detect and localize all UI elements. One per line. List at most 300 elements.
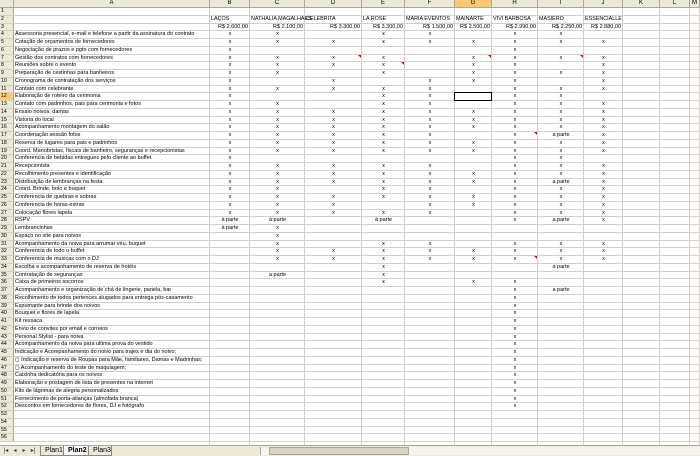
column-header-l[interactable]: L	[660, 0, 690, 8]
service-mark-cell[interactable]: x	[602, 256, 605, 262]
service-mark-cell[interactable]: a parte	[552, 287, 570, 293]
service-mark-cell[interactable]: à parte	[268, 217, 287, 224]
service-label-cell[interactable]: Conferencia de quebras e sobras	[15, 194, 97, 200]
row-header-55[interactable]: 55	[0, 427, 14, 435]
service-mark-cell[interactable]: x	[428, 108, 432, 115]
service-mark-cell[interactable]: x	[276, 101, 279, 107]
service-mark-cell[interactable]: x	[228, 77, 232, 84]
vendor-price-cell[interactable]: R$ 2.990,00	[506, 23, 536, 30]
service-mark-cell[interactable]: à parte	[221, 217, 239, 224]
service-mark-cell[interactable]: à parte	[374, 217, 393, 224]
service-mark-cell[interactable]: x	[276, 54, 279, 61]
service-label-cell[interactable]: Reserva de lugares para pais e padrinhos	[15, 139, 118, 146]
service-mark-cell[interactable]: x	[559, 248, 563, 255]
service-mark-cell[interactable]: x	[559, 209, 563, 216]
service-mark-cell[interactable]: x	[513, 217, 517, 224]
row-header-4[interactable]: 4	[0, 31, 14, 39]
row-header-56[interactable]: 56	[0, 434, 14, 442]
row-header-18[interactable]: 18	[0, 140, 14, 148]
service-mark-cell[interactable]: x	[428, 101, 432, 107]
prev-sheet-icon[interactable]: ◂	[13, 448, 17, 454]
service-mark-cell[interactable]: x	[228, 46, 232, 53]
service-mark-cell[interactable]: x	[382, 271, 385, 278]
service-label-cell[interactable]: Assessoria presencial, e-mail e telefone a partir da assinatura do contrato	[15, 31, 195, 38]
service-mark-cell[interactable]: x	[276, 194, 279, 200]
service-label-cell[interactable]: Caixinha dedicatória para os noivos	[15, 372, 103, 379]
service-mark-cell[interactable]: x	[513, 93, 517, 100]
service-label-cell[interactable]: Coord. Manobristas, fiscais de banheiro, seguranças e recepcionistas	[15, 147, 185, 154]
service-mark-cell[interactable]: x	[276, 209, 279, 216]
service-mark-cell[interactable]: x	[428, 240, 432, 247]
service-label-cell[interactable]: ◻ Indicação e reserva de Roupas para Mãe, familiares, Damas e Madrinhas;	[15, 356, 203, 363]
service-label-cell[interactable]: Envio de convites por email e correios	[15, 325, 108, 332]
service-mark-cell[interactable]: x	[428, 132, 432, 138]
scrollbar-thumb[interactable]	[269, 447, 409, 455]
service-mark-cell[interactable]: x	[332, 201, 335, 208]
row-header-29[interactable]: 29	[0, 225, 14, 233]
service-mark-cell[interactable]: x	[559, 139, 563, 146]
first-sheet-icon[interactable]: |◂	[3, 448, 9, 454]
service-mark-cell[interactable]: x	[602, 240, 605, 247]
service-mark-cell[interactable]: x	[513, 46, 517, 53]
service-mark-cell[interactable]: x	[228, 139, 232, 146]
service-mark-cell[interactable]: x	[602, 248, 605, 255]
service-label-cell[interactable]: Recolhimento de todos pertences alugados para entrega pós-casamento	[15, 294, 193, 301]
service-mark-cell[interactable]: x	[513, 31, 517, 38]
vendor-price-cell[interactable]: R$ 2.100,00	[273, 23, 303, 30]
service-mark-cell[interactable]: x	[472, 147, 475, 154]
service-mark-cell[interactable]: x	[513, 124, 517, 131]
comment-indicator-icon[interactable]	[358, 55, 361, 58]
service-mark-cell[interactable]: x	[513, 395, 517, 402]
column-header-e[interactable]: E	[362, 0, 405, 8]
service-mark-cell[interactable]: x	[332, 178, 335, 185]
row-header-40[interactable]: 40	[0, 310, 14, 318]
vendor-price-cell[interactable]: R$ 2.250,00	[552, 23, 582, 30]
service-mark-cell[interactable]: x	[602, 101, 605, 107]
service-label-cell[interactable]: Personal Stylist - para noiva	[15, 333, 84, 340]
service-label-cell[interactable]: Caixa de primeiros socorros	[15, 279, 84, 286]
select-all-corner[interactable]	[0, 0, 14, 8]
service-mark-cell[interactable]: x	[228, 186, 232, 193]
service-mark-cell[interactable]: x	[559, 194, 563, 200]
service-mark-cell[interactable]: x	[513, 209, 517, 216]
row-header-49[interactable]: 49	[0, 380, 14, 388]
service-mark-cell[interactable]: x	[513, 132, 517, 138]
row-header-25[interactable]: 25	[0, 194, 14, 202]
service-mark-cell[interactable]: x	[513, 310, 517, 317]
service-mark-cell[interactable]: x	[382, 70, 385, 76]
vendor-name-cell[interactable]: VIVI BARBOSA	[493, 15, 531, 22]
row-header-35[interactable]: 35	[0, 272, 14, 280]
row-header-5[interactable]: 5	[0, 39, 14, 47]
column-header-d[interactable]: D	[305, 0, 362, 8]
vendor-name-cell[interactable]: LAÇOS	[211, 15, 230, 22]
service-mark-cell[interactable]: x	[228, 31, 232, 38]
service-mark-cell[interactable]: x	[472, 124, 475, 131]
row-header-51[interactable]: 51	[0, 396, 14, 404]
service-label-cell[interactable]: Fornecimento de porta-alianças (almofada branca)	[15, 395, 139, 402]
service-label-cell[interactable]: Recolhimento presentes e identificação	[15, 170, 112, 177]
service-mark-cell[interactable]: x	[602, 209, 605, 216]
row-header-44[interactable]: 44	[0, 341, 14, 349]
service-mark-cell[interactable]: x	[228, 62, 232, 69]
row-header-48[interactable]: 48	[0, 372, 14, 380]
service-label-cell[interactable]: Espaço no site para noivos	[15, 232, 82, 239]
service-mark-cell[interactable]: x	[382, 54, 385, 61]
service-mark-cell[interactable]: x	[276, 124, 279, 131]
vendor-price-cell[interactable]: R$ 3.300,00	[330, 23, 360, 30]
vendor-name-cell[interactable]: MARIA EVENTOS	[406, 15, 450, 22]
row-header-34[interactable]: 34	[0, 264, 14, 272]
service-mark-cell[interactable]: x	[382, 39, 385, 45]
service-mark-cell[interactable]: x	[513, 372, 517, 379]
service-mark-cell[interactable]: x	[602, 201, 605, 208]
service-label-cell[interactable]: Gestão dos contratos com fornecedores	[15, 54, 113, 61]
service-mark-cell[interactable]: x	[428, 186, 432, 193]
service-mark-cell[interactable]: x	[276, 240, 279, 247]
service-mark-cell[interactable]: x	[513, 186, 517, 193]
service-mark-cell[interactable]: x	[382, 279, 385, 286]
service-mark-cell[interactable]: x	[472, 170, 475, 177]
service-mark-cell[interactable]: x	[602, 108, 605, 115]
service-mark-cell[interactable]: x	[276, 186, 279, 193]
service-mark-cell[interactable]: x	[513, 85, 517, 92]
service-mark-cell[interactable]: x	[559, 54, 563, 61]
service-mark-cell[interactable]: x	[513, 163, 517, 169]
service-label-cell[interactable]: Distribuição de lembranças na festa	[15, 178, 103, 185]
service-mark-cell[interactable]: x	[472, 279, 475, 286]
service-mark-cell[interactable]: x	[559, 93, 563, 100]
service-label-cell[interactable]: Coord. Brinde, bolo e buquet	[15, 186, 86, 193]
service-mark-cell[interactable]: x	[228, 155, 232, 162]
vendor-price-cell[interactable]: R$ 2.600,00	[218, 23, 248, 30]
service-mark-cell[interactable]: a parte	[552, 217, 570, 224]
column-header-m[interactable]: M	[690, 0, 700, 8]
service-mark-cell[interactable]: x	[602, 77, 605, 84]
row-header-30[interactable]: 30	[0, 233, 14, 241]
service-mark-cell[interactable]: x	[513, 108, 517, 115]
row-header-19[interactable]: 19	[0, 148, 14, 156]
service-label-cell[interactable]: Acompanhamento da noiva para ultima prova do vestido	[15, 341, 153, 348]
service-mark-cell[interactable]: x	[602, 70, 605, 76]
row-header-52[interactable]: 52	[0, 403, 14, 411]
service-mark-cell[interactable]: x	[228, 178, 232, 185]
row-header-20[interactable]: 20	[0, 155, 14, 163]
service-label-cell[interactable]: Conferencia de bebidas entregues pelo cliente ao buffet	[15, 155, 152, 162]
service-mark-cell[interactable]: x	[472, 39, 475, 45]
row-header-45[interactable]: 45	[0, 349, 14, 357]
service-mark-cell[interactable]: x	[513, 54, 517, 61]
service-mark-cell[interactable]: x	[428, 163, 432, 169]
row-header-46[interactable]: 46	[0, 357, 14, 365]
service-mark-cell[interactable]: x	[472, 77, 475, 84]
service-mark-cell[interactable]: x	[513, 240, 517, 247]
service-mark-cell[interactable]: x	[382, 163, 385, 169]
service-mark-cell[interactable]: x	[276, 70, 279, 76]
row-header-11[interactable]: 11	[0, 86, 14, 94]
service-mark-cell[interactable]: x	[276, 62, 279, 69]
service-label-cell[interactable]: Kits de lágrimas de alegria personalizados	[15, 387, 119, 394]
service-mark-cell[interactable]: x	[332, 147, 335, 154]
service-mark-cell[interactable]: x	[472, 201, 475, 208]
service-mark-cell[interactable]: x	[382, 209, 385, 216]
row-header-54[interactable]: 54	[0, 419, 14, 427]
service-mark-cell[interactable]: x	[228, 39, 232, 45]
row-header-26[interactable]: 26	[0, 202, 14, 210]
service-label-cell[interactable]: Conferencia de todo o buffet	[15, 248, 85, 255]
service-mark-cell[interactable]: x	[602, 139, 605, 146]
service-mark-cell[interactable]: x	[513, 302, 517, 309]
row-header-23[interactable]: 23	[0, 179, 14, 187]
vendor-price-cell[interactable]: R$ 2.500,00	[460, 23, 490, 30]
service-mark-cell[interactable]: x	[428, 256, 432, 262]
row-header-8[interactable]: 8	[0, 62, 14, 70]
service-mark-cell[interactable]: x	[382, 263, 385, 270]
service-mark-cell[interactable]: x	[559, 101, 563, 107]
service-mark-cell[interactable]: x	[332, 163, 335, 169]
row-header-37[interactable]: 37	[0, 287, 14, 295]
service-mark-cell[interactable]: x	[228, 108, 232, 115]
service-mark-cell[interactable]: x	[559, 70, 563, 76]
service-mark-cell[interactable]: x	[276, 31, 279, 38]
row-header-38[interactable]: 38	[0, 295, 14, 303]
vendor-name-cell[interactable]: CELEBRITA	[306, 15, 336, 22]
service-mark-cell[interactable]: x	[382, 124, 385, 131]
column-header-g[interactable]: G	[455, 0, 492, 8]
service-mark-cell[interactable]: x	[513, 341, 517, 348]
service-mark-cell[interactable]: x	[559, 31, 563, 38]
service-label-cell[interactable]: Escolha e acompanhamento de reserva de hotéis	[15, 263, 137, 270]
service-mark-cell[interactable]: x	[228, 163, 232, 169]
service-mark-cell[interactable]: x	[513, 116, 517, 123]
row-header-24[interactable]: 24	[0, 186, 14, 194]
service-mark-cell[interactable]: x	[332, 194, 335, 200]
vendor-name-cell[interactable]: MASIERO	[539, 15, 564, 22]
service-mark-cell[interactable]: x	[472, 139, 475, 146]
service-label-cell[interactable]: Colocação flores lapela	[15, 209, 73, 216]
row-header-39[interactable]: 39	[0, 303, 14, 311]
service-mark-cell[interactable]: x	[513, 194, 517, 200]
service-mark-cell[interactable]: x	[513, 403, 517, 410]
service-mark-cell[interactable]: x	[276, 163, 279, 169]
service-mark-cell[interactable]: x	[382, 194, 385, 200]
service-mark-cell[interactable]: x	[559, 240, 563, 247]
service-label-cell[interactable]: Conferencia de musicas com o DJ	[15, 256, 99, 262]
service-mark-cell[interactable]: x	[332, 116, 335, 123]
service-label-cell[interactable]: Ensaio noivos, damas	[15, 108, 69, 115]
column-header-i[interactable]: I	[538, 0, 584, 8]
service-label-cell[interactable]: Preparação de cestinhas para banheiros	[15, 70, 115, 76]
service-mark-cell[interactable]: x	[428, 31, 432, 38]
service-mark-cell[interactable]: x	[276, 225, 279, 231]
service-mark-cell[interactable]: x	[332, 124, 335, 131]
service-mark-cell[interactable]: x	[276, 108, 279, 115]
service-mark-cell[interactable]: x	[513, 248, 517, 255]
service-mark-cell[interactable]: x	[332, 248, 335, 255]
service-mark-cell[interactable]: x	[513, 364, 517, 371]
service-mark-cell[interactable]: x	[602, 62, 605, 69]
service-mark-cell[interactable]: x	[472, 54, 475, 61]
service-mark-cell[interactable]: x	[382, 108, 385, 115]
next-sheet-icon[interactable]: ▸	[22, 448, 26, 454]
service-mark-cell[interactable]: x	[602, 54, 605, 61]
service-mark-cell[interactable]: x	[276, 170, 279, 177]
active-cell-selection[interactable]	[454, 92, 492, 101]
service-mark-cell[interactable]: x	[472, 248, 475, 255]
service-label-cell[interactable]: Elaboração de roteiro da cerimonia	[15, 93, 101, 100]
service-mark-cell[interactable]: x	[228, 209, 232, 216]
row-header-3[interactable]: 3	[0, 24, 14, 32]
service-mark-cell[interactable]: x	[228, 194, 232, 200]
service-mark-cell[interactable]: a parte	[552, 132, 570, 138]
service-mark-cell[interactable]: x	[382, 101, 385, 107]
service-mark-cell[interactable]: x	[559, 170, 563, 177]
sheet-tab-plan2[interactable]: Plan2	[63, 446, 89, 456]
row-header-33[interactable]: 33	[0, 256, 14, 264]
service-mark-cell[interactable]: x	[559, 256, 563, 262]
service-mark-cell[interactable]: x	[228, 116, 232, 123]
service-mark-cell[interactable]: x	[276, 256, 279, 262]
service-mark-cell[interactable]: x	[228, 132, 232, 138]
row-header-28[interactable]: 28	[0, 217, 14, 225]
row-header-47[interactable]: 47	[0, 365, 14, 373]
service-label-cell[interactable]: Reuniões sobre o evento	[15, 62, 77, 69]
service-mark-cell[interactable]: a parte	[552, 178, 570, 185]
service-mark-cell[interactable]: x	[513, 256, 517, 262]
vendor-name-cell[interactable]: MAINARTE	[456, 15, 484, 22]
service-mark-cell[interactable]: x	[276, 139, 279, 146]
service-mark-cell[interactable]: x	[602, 132, 605, 138]
service-mark-cell[interactable]: x	[559, 116, 563, 123]
column-header-a[interactable]: A	[14, 0, 210, 8]
service-mark-cell[interactable]: x	[228, 93, 232, 100]
service-mark-cell[interactable]: x	[332, 139, 335, 146]
service-mark-cell[interactable]: x	[276, 85, 279, 92]
service-label-cell[interactable]: Indicação e Acompanhamento do noivo para trajes e dia do noivo;	[15, 349, 177, 355]
service-mark-cell[interactable]: x	[513, 77, 517, 84]
service-label-cell[interactable]: Contratação de seguranças	[15, 271, 83, 278]
column-header-h[interactable]: H	[492, 0, 538, 8]
service-mark-cell[interactable]: x	[382, 248, 385, 255]
row-header-16[interactable]: 16	[0, 124, 14, 132]
service-mark-cell[interactable]: x	[513, 155, 517, 162]
service-mark-cell[interactable]: x	[228, 70, 232, 76]
service-mark-cell[interactable]: x	[332, 209, 335, 216]
service-label-cell[interactable]: Espumante para brinde dos noivos	[15, 302, 100, 309]
service-mark-cell[interactable]: x	[382, 147, 385, 154]
service-mark-cell[interactable]: x	[382, 31, 385, 38]
service-mark-cell[interactable]: x	[513, 170, 517, 177]
service-mark-cell[interactable]: x	[276, 116, 279, 123]
column-header-b[interactable]: B	[210, 0, 250, 8]
service-mark-cell[interactable]: x	[428, 170, 432, 177]
service-mark-cell[interactable]: x	[513, 287, 517, 293]
service-mark-cell[interactable]: x	[428, 93, 432, 100]
service-mark-cell[interactable]: x	[428, 194, 432, 200]
row-header-21[interactable]: 21	[0, 163, 14, 171]
row-header-7[interactable]: 7	[0, 55, 14, 63]
service-mark-cell[interactable]: x	[382, 139, 385, 146]
service-mark-cell[interactable]: x	[332, 132, 335, 138]
service-mark-cell[interactable]: x	[472, 178, 475, 185]
service-label-cell[interactable]: Lembrancinhas	[15, 225, 53, 231]
row-header-53[interactable]: 53	[0, 411, 14, 419]
service-mark-cell[interactable]: x	[472, 256, 475, 262]
service-mark-cell[interactable]: x	[602, 194, 605, 200]
service-mark-cell[interactable]: x	[602, 163, 605, 169]
service-label-cell[interactable]: Elaboração e postagem de lista de presentes na internet	[15, 380, 153, 386]
row-header-50[interactable]: 50	[0, 388, 14, 396]
service-mark-cell[interactable]: x	[472, 108, 475, 115]
column-header-j[interactable]: J	[584, 0, 623, 8]
service-mark-cell[interactable]: x	[382, 62, 385, 69]
service-mark-cell[interactable]: x	[559, 163, 563, 169]
comment-indicator-icon[interactable]	[488, 55, 491, 58]
row-header-17[interactable]: 17	[0, 132, 14, 140]
service-mark-cell[interactable]: x	[228, 201, 232, 208]
service-mark-cell[interactable]: x	[428, 248, 432, 255]
service-label-cell[interactable]: RSPV	[15, 217, 30, 224]
vendor-price-cell[interactable]: R$ 2.880,00	[591, 23, 621, 30]
service-mark-cell[interactable]: x	[428, 116, 432, 123]
comment-indicator-icon[interactable]	[534, 256, 537, 259]
service-mark-cell[interactable]: x	[382, 85, 385, 92]
service-label-cell[interactable]: Acompanhamento montagem do salão	[15, 124, 110, 131]
service-mark-cell[interactable]: x	[602, 178, 605, 185]
service-mark-cell[interactable]: x	[228, 170, 232, 177]
service-label-cell[interactable]: Recepcionista	[15, 163, 50, 169]
service-mark-cell[interactable]: x	[428, 39, 432, 45]
service-label-cell[interactable]: Vistoria do local	[15, 116, 54, 123]
comment-indicator-icon[interactable]	[401, 62, 404, 65]
service-mark-cell[interactable]: x	[428, 124, 432, 131]
service-mark-cell[interactable]: x	[513, 318, 517, 324]
vendor-name-cell[interactable]: ESSENCIALLE	[585, 15, 622, 22]
row-header-36[interactable]: 36	[0, 279, 14, 287]
service-mark-cell[interactable]: x	[382, 186, 385, 193]
service-mark-cell[interactable]: x	[382, 240, 385, 247]
service-mark-cell[interactable]: x	[559, 147, 563, 154]
service-mark-cell[interactable]: x	[228, 101, 232, 107]
service-mark-cell[interactable]: x	[513, 39, 517, 45]
column-header-k[interactable]: K	[623, 0, 660, 8]
comment-indicator-icon[interactable]	[580, 55, 583, 58]
service-mark-cell[interactable]: x	[276, 132, 279, 138]
service-mark-cell[interactable]: x	[332, 77, 335, 84]
service-mark-cell[interactable]: x	[276, 178, 279, 185]
service-mark-cell[interactable]: x	[559, 124, 563, 131]
service-mark-cell[interactable]: x	[472, 116, 475, 123]
service-label-cell[interactable]: Negociação de prazos e pgto com fornecedores	[15, 46, 133, 53]
service-mark-cell[interactable]: x	[513, 62, 517, 69]
comment-indicator-icon[interactable]	[534, 132, 537, 135]
service-mark-cell[interactable]: x	[602, 217, 605, 224]
service-label-cell[interactable]: Conferencia de horas-extras	[15, 201, 85, 208]
service-mark-cell[interactable]: x	[472, 70, 475, 76]
column-header-c[interactable]: C	[250, 0, 305, 8]
service-mark-cell[interactable]: x	[382, 178, 385, 185]
service-mark-cell[interactable]: x	[428, 201, 432, 208]
row-header-43[interactable]: 43	[0, 334, 14, 342]
service-mark-cell[interactable]: a parte	[268, 271, 287, 278]
service-mark-cell[interactable]: x	[276, 39, 279, 45]
service-mark-cell[interactable]: x	[513, 101, 517, 107]
service-mark-cell[interactable]: x	[276, 248, 279, 255]
row-header-31[interactable]: 31	[0, 241, 14, 249]
service-mark-cell[interactable]: x	[428, 178, 432, 185]
service-mark-cell[interactable]: x	[559, 85, 563, 92]
